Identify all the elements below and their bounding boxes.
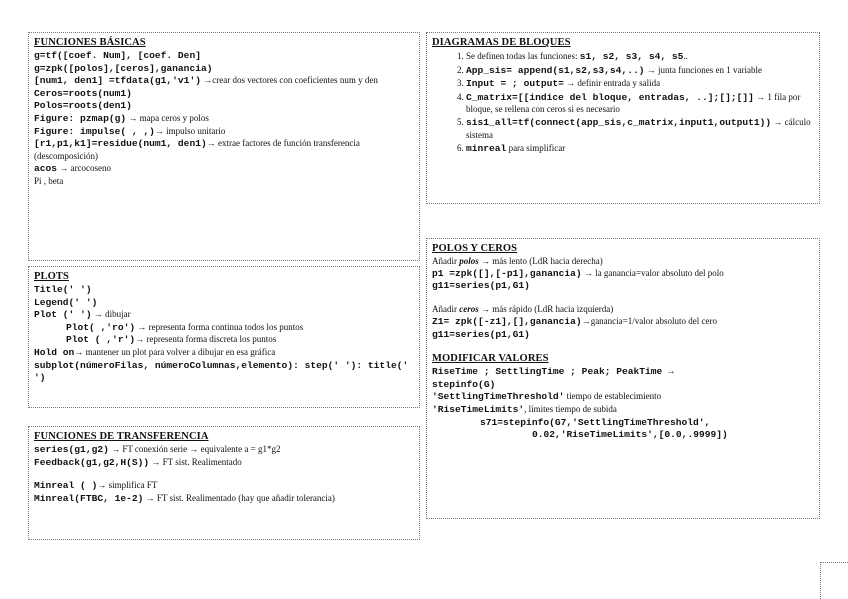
bloques-list [432, 51, 815, 156]
anadir-ceros-post: → más rápido (LdR hacia izquierda) [478, 304, 614, 315]
plots-section [28, 266, 420, 408]
pi-beta-line: Pi , beta [34, 175, 64, 186]
bloques-item-6-text: para simplificar [506, 142, 566, 153]
feedback-line [34, 457, 415, 470]
bloques-item-2 [466, 65, 815, 78]
feedback-desc: → FT sist. Realimentado [149, 456, 242, 467]
impulse-line [34, 126, 415, 139]
bloques-item-5-text: → cálculo sistema [466, 117, 811, 141]
pzmap-line [34, 113, 415, 126]
bloques-item-6-code: minreal [466, 142, 507, 154]
funciones-basicas-section [28, 32, 420, 261]
funciones-transferencia-section [28, 426, 420, 540]
series-desc: → FT conexión serie → equivalente a = g1*g2 [108, 443, 281, 454]
s71-stepinfo-args-line: 0.02,'RiseTimeLimits',[0.0,.9999]) [532, 429, 728, 441]
bloques-item-1-tail: .. [683, 50, 688, 61]
anadir-polos-pre: Añadir [432, 255, 460, 266]
z1-zpk-code: Z1= zpk([-z1],[],ganancia) [432, 315, 582, 327]
plot-r-code: Plot ( ,'r') [66, 334, 136, 346]
bloques-item-3-code: Input = ; output= [466, 78, 564, 90]
acos-desc: → arcocoseno [57, 162, 112, 173]
anadir-ceros-line [432, 304, 815, 316]
series-line [34, 444, 415, 457]
legend-line: Legend(' ') [34, 296, 98, 308]
bloques-item-1-text: Se definen todas las funciones: [466, 50, 580, 61]
bloques-item-1 [466, 51, 815, 64]
g11-series-line-1: g11=series(p1,G1) [432, 280, 530, 292]
settling-threshold-code: 'SettlingTimeThreshold' [432, 391, 565, 403]
p1-zpk-line [432, 268, 815, 281]
bloques-item-5-code: sis1_all=tf(connect(app_sis,c_matrix,input1,output1)) [466, 117, 772, 129]
acos-line [34, 163, 415, 176]
risetime-limits-line [432, 404, 815, 417]
bloques-item-3-text: → definir entrada y salida [563, 78, 661, 89]
ceros-line: Ceros=roots(num1) [34, 87, 132, 99]
residue-desc: → extrae factores de función transferencia (descomposición) [34, 138, 360, 162]
p1-zpk-desc: → la ganancia=valor absoluto del polo [581, 267, 724, 278]
minreal-tol-line [34, 493, 415, 506]
modificar-valores-title: MODIFICAR VALORES [432, 353, 549, 365]
anadir-polos-line [432, 256, 815, 268]
stepinfo-line: stepinfo(G) [432, 378, 496, 390]
minreal-code: Minreal ( ) [34, 480, 98, 492]
residue-line [34, 138, 415, 163]
hold-on-desc: → mantener un plot para volver a dibujar en esa gráfica [74, 347, 276, 358]
bloques-item-1-code: s1, s2, s3, s4, s5 [579, 50, 684, 62]
bloques-item-6 [466, 143, 815, 156]
bloques-item-3 [466, 78, 815, 91]
feedback-code: Feedback(g1,g2,H(S)) [34, 456, 150, 468]
bloques-item-4 [466, 92, 815, 117]
pzmap-code: Figure: pzmap(g) [34, 113, 127, 125]
tf-line: g=tf([coef. Num], [coef. Den] [34, 49, 201, 61]
plot-desc: → dibujar [91, 309, 131, 320]
polos-ceros-title: POLOS Y CEROS [432, 243, 518, 254]
plot-r-line [34, 334, 415, 347]
funciones-basicas-title: FUNCIONES BÁSICAS [34, 37, 146, 48]
risetime-line: RiseTime ; SettlingTime ; Peak; PeakTime → [432, 366, 674, 378]
z1-zpk-line [432, 316, 815, 329]
anadir-ceros-pre: Añadir [432, 304, 460, 315]
minreal-desc: → simplifica FT [97, 480, 158, 491]
settling-threshold-desc: tiempo de establecimiento [564, 391, 662, 402]
impulse-desc: → impulso unitario [154, 125, 226, 136]
tfdata-desc: →crear dos vectores con coeficientes num y den [200, 75, 378, 86]
g11-series-line-2: g11=series(p1,G1) [432, 328, 530, 340]
hold-on-code: Hold on [34, 347, 75, 359]
minreal-tol-code: Minreal(FTBC, 1e-2) [34, 492, 144, 504]
risetime-limits-desc: , límites tiempo de subida [524, 404, 617, 415]
plot-r-desc: → representa forma discreta los puntos [135, 334, 277, 345]
minreal-tol-desc: → FT sist. Realimentado (hay que añadir tolerancia) [143, 492, 335, 503]
bloques-item-4-text: → 1 fila por bloque, se rellena con ceros si es necesario [466, 91, 801, 115]
transferencia-title: FUNCIONES DE TRANSFERENCIA [34, 431, 209, 442]
s71-stepinfo-line: s71=stepinfo(G7,'SettlingTimeThreshold', [480, 416, 711, 428]
diagramas-bloques-section [426, 32, 820, 204]
plot-ro-line [34, 322, 415, 335]
acos-code: acos [34, 162, 58, 174]
plot-ro-code: Plot( ,'ro') [66, 321, 136, 333]
next-page-corner [820, 562, 848, 599]
z1-zpk-desc: →ganancia=1/valor absoluto del cero [581, 315, 717, 326]
polos-ceros-section [426, 238, 820, 519]
tfdata-code: [num1, den1] =tfdata(g1,'v1') [34, 75, 201, 87]
bloques-title: DIAGRAMAS DE BLOQUES [432, 37, 571, 48]
tfdata-line [34, 75, 415, 88]
plots-title: PLOTS [34, 271, 69, 282]
title-line: Title(' ') [34, 283, 92, 295]
residue-code: [r1,p1,k1]=residue(num1, den1) [34, 138, 207, 150]
plot-ro-desc: → representa forma continua todos los puntos [135, 321, 304, 332]
plot-code: Plot (' ') [34, 309, 92, 321]
pzmap-desc: → mapa ceros y polos [126, 113, 209, 124]
plot-line [34, 309, 415, 322]
impulse-code: Figure: impulse( , ,) [34, 125, 155, 137]
bloques-item-5 [466, 117, 815, 142]
bloques-item-2-code: App_sis= append(s1,s2,s3,s4,..) [466, 64, 645, 76]
bloques-item-4-code: C_matrix=[[indice del bloque, entradas, ..];[];[]] [466, 91, 754, 103]
hold-on-line [34, 347, 415, 360]
polos-line: Polos=roots(den1) [34, 100, 132, 112]
series-code: series(g1,g2) [34, 443, 109, 455]
subplot-line: subplot(númeroFilas, númeroColumnas,elemento): step(' '): title(' ') [34, 359, 409, 384]
risetime-limits-code: 'RiseTimeLimits' [432, 404, 525, 416]
zpk-line: g=zpk([polos],[ceros],ganancia) [34, 62, 213, 74]
anadir-ceros-em: ceros [459, 304, 479, 315]
settling-threshold-line [432, 391, 815, 404]
anadir-polos-post: → más lento (LdR hacia derecha) [478, 255, 603, 266]
bloques-item-2-text: → junta funciones en 1 variable [644, 64, 762, 75]
minreal-line [34, 480, 415, 493]
anadir-polos-em: polos [459, 255, 479, 266]
p1-zpk-code: p1 =zpk([],[-p1],ganancia) [432, 267, 582, 279]
